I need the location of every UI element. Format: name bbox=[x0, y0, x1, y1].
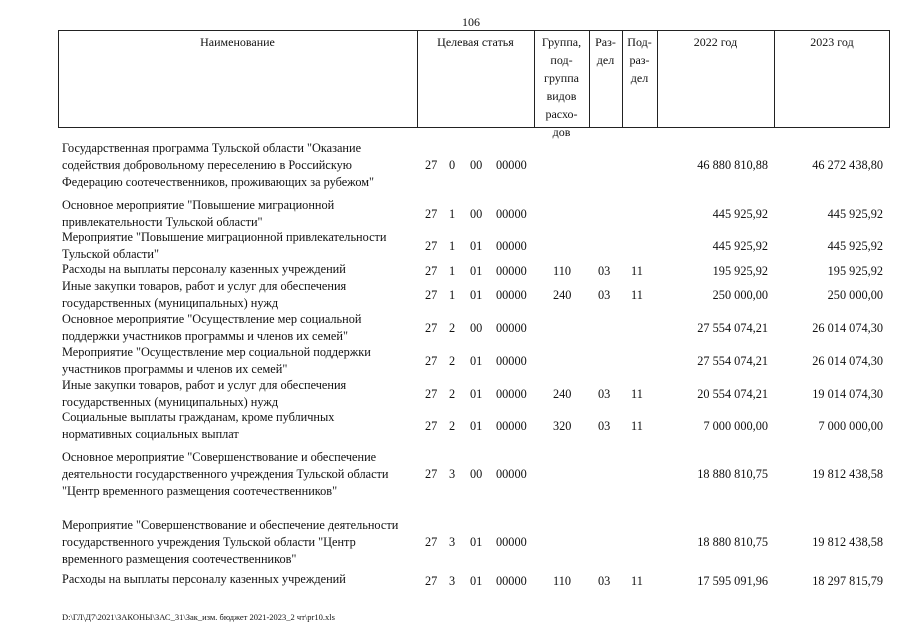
cell-c1: 27 bbox=[425, 387, 438, 401]
row-name: Государственная программа Тульской области "Оказание содействия добровольному переселению в Российскую Федерацию соотечественников, проживающих за рубежом" bbox=[62, 141, 375, 189]
cell-c1: 27 bbox=[425, 207, 438, 221]
cell-group: 110 bbox=[553, 574, 571, 588]
cell-c3: 01 bbox=[470, 239, 483, 253]
cell-c2: 1 bbox=[449, 288, 456, 302]
cell-section: 03 bbox=[598, 264, 611, 278]
cell-c4: 00000 bbox=[496, 207, 527, 221]
cell-y2023: 46 272 438,80 bbox=[812, 158, 883, 172]
cell-section: 03 bbox=[598, 419, 611, 433]
cell-c4: 00000 bbox=[496, 264, 527, 278]
header-section: Раз- дел bbox=[595, 35, 616, 67]
cell-c2: 1 bbox=[449, 207, 456, 221]
cell-c1: 27 bbox=[425, 321, 438, 335]
cell-c2: 3 bbox=[449, 574, 456, 588]
cell-c3: 01 bbox=[470, 387, 483, 401]
cell-c2: 1 bbox=[449, 264, 456, 278]
cell-c4: 00000 bbox=[496, 321, 527, 335]
cell-c1: 27 bbox=[425, 158, 438, 172]
cell-c3: 01 bbox=[470, 354, 483, 368]
header-2022: 2022 год bbox=[693, 35, 738, 49]
cell-c2: 2 bbox=[449, 321, 456, 335]
cell-y2022: 18 880 810,75 bbox=[697, 467, 768, 481]
cell-c1: 27 bbox=[425, 354, 438, 368]
cell-y2022: 20 554 074,21 bbox=[697, 387, 768, 401]
cell-y2023: 250 000,00 bbox=[827, 288, 883, 302]
header-group: Группа, под- группа видов расхо- дов bbox=[541, 35, 582, 139]
cell-c2: 2 bbox=[449, 354, 456, 368]
cell-c4: 00000 bbox=[496, 535, 527, 549]
cell-section: 03 bbox=[598, 387, 611, 401]
cell-y2022: 7 000 000,00 bbox=[703, 419, 768, 433]
cell-y2022: 445 925,92 bbox=[712, 239, 768, 253]
cell-subsection: 11 bbox=[631, 288, 643, 302]
cell-c3: 01 bbox=[470, 574, 483, 588]
cell-subsection: 11 bbox=[631, 264, 643, 278]
header-target: Целевая статья bbox=[437, 35, 514, 49]
file-path-footer: D:\ГЛ\Д7\2021\ЗАКОНЫ\ЗАС_31\Зак_изм. бюджет 2021-2023_2 чт\pr10.xls bbox=[62, 612, 335, 622]
cell-y2023: 18 297 815,79 bbox=[812, 574, 883, 588]
cell-group: 320 bbox=[553, 419, 572, 433]
cell-c2: 3 bbox=[449, 467, 456, 481]
row-name: Основное мероприятие "Осуществление мер социальной поддержки участников программы и членов их семей" bbox=[62, 312, 362, 343]
cell-y2022: 46 880 810,88 bbox=[697, 158, 768, 172]
cell-group: 240 bbox=[553, 288, 572, 302]
cell-y2022: 445 925,92 bbox=[712, 207, 768, 221]
row-name: Основное мероприятие "Совершенствование и обеспечение деятельности государственного учреждения Тульской области "Центр временного размещения соотечественников" bbox=[62, 450, 389, 498]
cell-c2: 2 bbox=[449, 419, 456, 433]
cell-c4: 00000 bbox=[496, 354, 527, 368]
cell-c4: 00000 bbox=[496, 239, 527, 253]
cell-c1: 27 bbox=[425, 419, 438, 433]
cell-c4: 00000 bbox=[496, 288, 527, 302]
header-2023: 2023 год bbox=[810, 35, 854, 49]
cell-group: 110 bbox=[553, 264, 571, 278]
row-name: Иные закупки товаров, работ и услуг для обеспечения государственных (муниципальных) нужд bbox=[62, 279, 347, 310]
cell-section: 03 bbox=[598, 574, 611, 588]
cell-c4: 00000 bbox=[496, 467, 527, 481]
cell-y2022: 18 880 810,75 bbox=[697, 535, 768, 549]
cell-c3: 01 bbox=[470, 264, 483, 278]
cell-y2023: 7 000 000,00 bbox=[818, 419, 883, 433]
header-name: Наименование bbox=[200, 35, 275, 49]
row-name: Расходы на выплаты персоналу казенных учреждений bbox=[62, 572, 346, 586]
cell-y2022: 27 554 074,21 bbox=[697, 321, 768, 335]
cell-y2023: 195 925,92 bbox=[827, 264, 883, 278]
cell-c3: 00 bbox=[470, 321, 483, 335]
cell-y2023: 19 812 438,58 bbox=[812, 467, 883, 481]
cell-y2023: 26 014 074,30 bbox=[812, 321, 883, 335]
cell-y2022: 250 000,00 bbox=[712, 288, 768, 302]
cell-section: 03 bbox=[598, 288, 611, 302]
cell-c4: 00000 bbox=[496, 419, 527, 433]
page-number: 106 bbox=[462, 15, 480, 29]
cell-y2023: 19 014 074,30 bbox=[812, 387, 883, 401]
cell-c4: 00000 bbox=[496, 158, 527, 172]
cell-subsection: 11 bbox=[631, 387, 643, 401]
row-name: Основное мероприятие "Повышение миграционной привлекательности Тульской области" bbox=[62, 198, 335, 229]
cell-c3: 00 bbox=[470, 467, 483, 481]
cell-y2023: 445 925,92 bbox=[827, 207, 883, 221]
cell-c2: 2 bbox=[449, 387, 456, 401]
cell-c3: 01 bbox=[470, 288, 483, 302]
row-name: Социальные выплаты гражданам, кроме публичных нормативных социальных выплат bbox=[62, 410, 335, 441]
header-subsection: Под- раз- дел bbox=[627, 35, 652, 85]
cell-c1: 27 bbox=[425, 288, 438, 302]
cell-y2023: 445 925,92 bbox=[827, 239, 883, 253]
cell-c3: 01 bbox=[470, 535, 483, 549]
cell-c1: 27 bbox=[425, 467, 438, 481]
cell-y2023: 19 812 438,58 bbox=[812, 535, 883, 549]
cell-c1: 27 bbox=[425, 535, 438, 549]
row-name: Мероприятие "Осуществление мер социальной поддержки участников программы и членов их семей" bbox=[62, 345, 371, 376]
row-name: Иные закупки товаров, работ и услуг для обеспечения государственных (муниципальных) нужд bbox=[62, 378, 347, 409]
cell-y2022: 195 925,92 bbox=[712, 264, 768, 278]
cell-y2022: 27 554 074,21 bbox=[697, 354, 768, 368]
cell-c3: 01 bbox=[470, 419, 483, 433]
row-name: Мероприятие "Повышение миграционной привлекательности Тульской области" bbox=[62, 230, 387, 261]
cell-c2: 1 bbox=[449, 239, 456, 253]
cell-c2: 3 bbox=[449, 535, 456, 549]
cell-subsection: 11 bbox=[631, 419, 643, 433]
cell-group: 240 bbox=[553, 387, 572, 401]
cell-c1: 27 bbox=[425, 574, 438, 588]
row-name: Мероприятие "Совершенствование и обеспечение деятельности государственного учреждения Тульской области "Центр временного размещения соотечественников" bbox=[62, 518, 399, 566]
cell-c2: 0 bbox=[449, 158, 456, 172]
cell-c1: 27 bbox=[425, 239, 438, 253]
cell-c4: 00000 bbox=[496, 574, 527, 588]
cell-subsection: 11 bbox=[631, 574, 643, 588]
cell-c4: 00000 bbox=[496, 387, 527, 401]
cell-c3: 00 bbox=[470, 158, 483, 172]
cell-y2023: 26 014 074,30 bbox=[812, 354, 883, 368]
cell-y2022: 17 595 091,96 bbox=[697, 574, 768, 588]
cell-c1: 27 bbox=[425, 264, 438, 278]
cell-c3: 00 bbox=[470, 207, 483, 221]
row-name: Расходы на выплаты персоналу казенных учреждений bbox=[62, 262, 346, 276]
